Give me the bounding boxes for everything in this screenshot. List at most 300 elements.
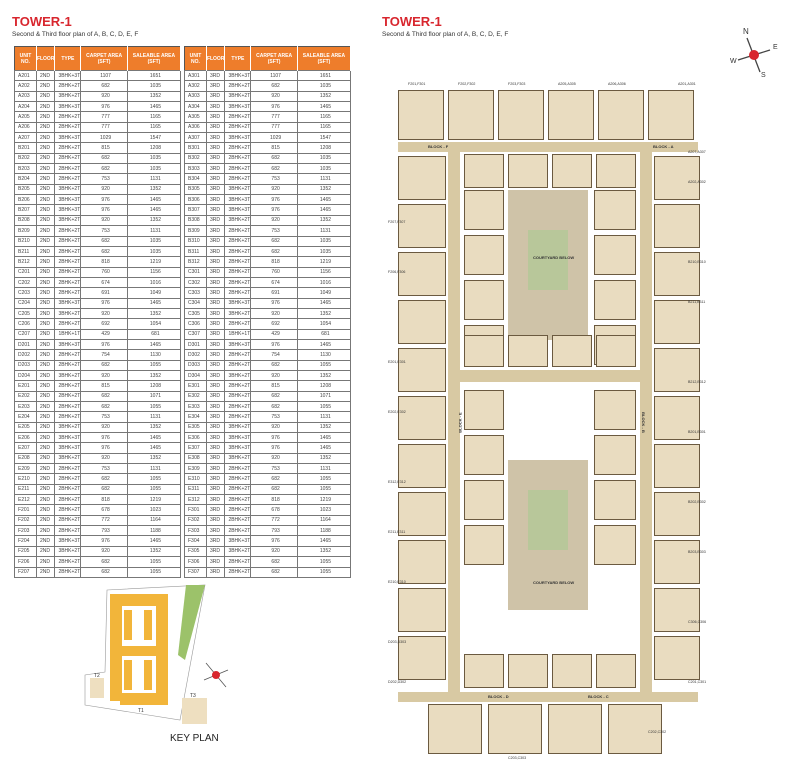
green-area xyxy=(178,585,205,660)
table-cell: F205 xyxy=(15,546,37,556)
table-cell: 2BHK+2T xyxy=(225,267,251,277)
table-row xyxy=(15,505,181,515)
table-cell: 3BHK+2T xyxy=(55,370,81,380)
table-cell: C205 xyxy=(15,308,37,318)
table-cell: E312 xyxy=(185,495,207,505)
table-cell: F306 xyxy=(185,557,207,567)
table-cell: A304 xyxy=(185,102,207,112)
table-cell: 1651 xyxy=(297,71,350,81)
table-cell: 2ND xyxy=(36,329,55,339)
table-cell: 3BHK+2T xyxy=(225,453,251,463)
table-cell: 2ND xyxy=(36,133,55,143)
table-cell: 1016 xyxy=(127,277,180,287)
table-row xyxy=(185,288,351,298)
table-row xyxy=(185,174,351,184)
table-cell: 1465 xyxy=(127,536,180,546)
table-cell: 3RD xyxy=(206,112,225,122)
table-cell: 3RD xyxy=(206,557,225,567)
table-cell: 3RD xyxy=(206,308,225,318)
table-cell: 1219 xyxy=(297,257,350,267)
table-cell: B310 xyxy=(185,236,207,246)
table-cell: 1029 xyxy=(251,133,298,143)
table-cell: 1547 xyxy=(297,133,350,143)
table-cell: 3BHK+2T xyxy=(225,91,251,101)
left-title: TOWER-1 xyxy=(12,14,72,29)
table-cell: 2BHK+2T xyxy=(225,350,251,360)
apartment-unit xyxy=(552,654,592,688)
table-cell: 3RD xyxy=(206,71,225,81)
table-row xyxy=(15,195,181,205)
apartment-unit xyxy=(654,636,700,680)
apartment-unit xyxy=(398,588,446,632)
table-row xyxy=(185,71,351,81)
table-cell: 976 xyxy=(251,443,298,453)
table-cell: 3RD xyxy=(206,402,225,412)
table-cell: F304 xyxy=(185,536,207,546)
table-cell: 1131 xyxy=(127,464,180,474)
table-cell: 2ND xyxy=(36,267,55,277)
table-cell: 3BHK+2T xyxy=(55,422,81,432)
table-cell: 1164 xyxy=(297,515,350,525)
table-row xyxy=(185,433,351,443)
table-cell: 2ND xyxy=(36,215,55,225)
table-cell: 2BHK+2T xyxy=(225,391,251,401)
table-cell: 2BHK+2T xyxy=(225,153,251,163)
table-cell: 2BHK+2T xyxy=(55,112,81,122)
table-cell: B303 xyxy=(185,164,207,174)
table-cell: 3BHK+2T xyxy=(225,184,251,194)
t3-label: T3 xyxy=(190,693,196,699)
table-cell: 678 xyxy=(251,505,298,515)
apartment-unit xyxy=(464,335,504,367)
table-cell: 1465 xyxy=(127,339,180,349)
table-row xyxy=(185,195,351,205)
table-cell: 976 xyxy=(251,102,298,112)
table-cell: 3RD xyxy=(206,505,225,515)
apartment-unit xyxy=(654,156,700,200)
table-cell: 2BHK+2T xyxy=(225,164,251,174)
table-cell: 2BHK+2T xyxy=(225,174,251,184)
table-cell: 2ND xyxy=(36,184,55,194)
table-cell: B212 xyxy=(15,257,37,267)
table-cell: 2BHK+2T xyxy=(225,515,251,525)
table-cell: E305 xyxy=(185,422,207,432)
table-cell: 976 xyxy=(81,536,128,546)
table-cell: E301 xyxy=(185,381,207,391)
table-cell: 1131 xyxy=(297,412,350,422)
table-cell: 2ND xyxy=(36,464,55,474)
apartment-unit xyxy=(594,480,636,520)
table-cell: 976 xyxy=(251,205,298,215)
apartment-unit xyxy=(398,396,446,440)
corridor-south xyxy=(398,692,698,702)
table-row xyxy=(185,350,351,360)
apartment-unit xyxy=(508,654,548,688)
table-cell: 815 xyxy=(81,381,128,391)
column-header: SALEABLE AREA (SFT) xyxy=(297,47,350,71)
table-cell: 3RD xyxy=(206,381,225,391)
table-cell: 682 xyxy=(251,402,298,412)
table-cell: E303 xyxy=(185,402,207,412)
table-cell: 3RD xyxy=(206,474,225,484)
table-cell: C206 xyxy=(15,319,37,329)
table-cell: 3RD xyxy=(206,319,225,329)
table-cell: 920 xyxy=(81,370,128,380)
table-cell: 1055 xyxy=(297,567,350,577)
table-cell: 682 xyxy=(81,557,128,567)
apartment-unit xyxy=(428,704,482,754)
table-cell: E307 xyxy=(185,443,207,453)
table-cell: 2BHK+2T xyxy=(55,143,81,153)
table-cell: 1131 xyxy=(127,174,180,184)
table-cell: 818 xyxy=(81,257,128,267)
table-cell: 682 xyxy=(251,236,298,246)
table-cell: 3BHK+3T xyxy=(55,205,81,215)
table-cell: 3RD xyxy=(206,443,225,453)
table-cell: 2ND xyxy=(36,484,55,494)
table-cell: 2ND xyxy=(36,288,55,298)
table-cell: 682 xyxy=(81,391,128,401)
table-cell: 3RD xyxy=(206,205,225,215)
table-cell: 2ND xyxy=(36,102,55,112)
table-cell: 3BHK+3T xyxy=(225,102,251,112)
table-cell: 793 xyxy=(81,526,128,536)
unit-label: C306,C306 xyxy=(688,620,707,624)
table-cell: 3BHK+3T xyxy=(55,339,81,349)
table-row xyxy=(15,381,181,391)
table-cell: E306 xyxy=(185,433,207,443)
table-cell: 1BHK+1T xyxy=(225,329,251,339)
table-cell: 2ND xyxy=(36,370,55,380)
table-row xyxy=(15,122,181,132)
compass-w: W xyxy=(730,58,737,65)
apartment-unit xyxy=(608,704,662,754)
table-cell: 2ND xyxy=(36,391,55,401)
table-cell: 1055 xyxy=(297,557,350,567)
unit-label: F207,F307 xyxy=(388,220,406,224)
table-cell: 777 xyxy=(81,122,128,132)
table-cell: A205 xyxy=(15,112,37,122)
table-cell: 2ND xyxy=(36,71,55,81)
apartment-unit xyxy=(464,435,504,475)
table-cell: 3BHK+2T xyxy=(55,91,81,101)
table-cell: 3BHK+2T xyxy=(225,370,251,380)
key-plan xyxy=(80,580,280,750)
table-cell: 1465 xyxy=(297,433,350,443)
table-cell: 1352 xyxy=(127,422,180,432)
table-cell: E210 xyxy=(15,474,37,484)
table-cell: 3RD xyxy=(206,391,225,401)
table-cell: 2BHK+2T xyxy=(55,277,81,287)
table-cell: D304 xyxy=(185,370,207,380)
apartment-unit xyxy=(552,335,592,367)
table-cell: 2BHK+2T xyxy=(55,246,81,256)
table-cell: 3RD xyxy=(206,288,225,298)
table-cell: 3RD xyxy=(206,350,225,360)
table-cell: 1071 xyxy=(127,391,180,401)
table-cell: 1352 xyxy=(127,546,180,556)
table-cell: 1035 xyxy=(127,246,180,256)
table-row xyxy=(185,453,351,463)
table-cell: 1352 xyxy=(127,308,180,318)
table-row xyxy=(15,81,181,91)
table-cell: 753 xyxy=(251,226,298,236)
table-cell: 772 xyxy=(81,515,128,525)
table-cell: C207 xyxy=(15,329,37,339)
table-cell: 1352 xyxy=(297,308,350,318)
table-cell: 976 xyxy=(81,102,128,112)
table-cell: 2ND xyxy=(36,174,55,184)
table-row xyxy=(15,402,181,412)
table-cell: 3RD xyxy=(206,329,225,339)
table-cell: 2BHK+2T xyxy=(55,288,81,298)
apartment-unit xyxy=(464,190,504,230)
table-cell: 681 xyxy=(297,329,350,339)
table-cell: A203 xyxy=(15,91,37,101)
table-cell: 1035 xyxy=(297,246,350,256)
table-row xyxy=(185,557,351,567)
table-cell: 1465 xyxy=(297,102,350,112)
table-cell: 3RD xyxy=(206,195,225,205)
table-row xyxy=(185,474,351,484)
unit-label: F202,F302 xyxy=(458,82,476,86)
table-cell: 2BHK+2T xyxy=(225,484,251,494)
table-row xyxy=(15,422,181,432)
courtyard-label: COURTYARD BELOW xyxy=(533,255,575,260)
table-row xyxy=(185,236,351,246)
table-cell: 2BHK+2T xyxy=(225,277,251,287)
table-row xyxy=(15,308,181,318)
apartment-unit xyxy=(654,444,700,488)
table-row xyxy=(185,536,351,546)
apartment-unit xyxy=(654,252,700,296)
table-row xyxy=(15,484,181,494)
unit-table-3rd-floor xyxy=(184,46,351,578)
table-cell: 976 xyxy=(251,536,298,546)
table-cell: 1054 xyxy=(127,319,180,329)
apartment-unit xyxy=(464,654,504,688)
table-row xyxy=(15,277,181,287)
column-header: FLOOR xyxy=(206,47,225,71)
table-row xyxy=(15,339,181,349)
table-cell: 1055 xyxy=(127,484,180,494)
apartment-unit xyxy=(398,204,446,248)
table-cell: 2ND xyxy=(36,422,55,432)
table-cell: 2BHK+2T xyxy=(55,412,81,422)
table-row xyxy=(185,184,351,194)
apartment-unit xyxy=(398,348,446,392)
table-cell: 2BHK+2T xyxy=(225,567,251,577)
table-cell: 682 xyxy=(81,360,128,370)
table-row xyxy=(15,557,181,567)
table-cell: 3BHK+2T xyxy=(225,546,251,556)
table-cell: 920 xyxy=(81,91,128,101)
table-cell: 1352 xyxy=(127,91,180,101)
table-row xyxy=(15,391,181,401)
table-cell: 2BHK+2T xyxy=(55,174,81,184)
table-row xyxy=(15,71,181,81)
unit-label: E312,E312 xyxy=(388,480,406,484)
table-cell: 3BHK+2T xyxy=(225,308,251,318)
table-cell: 2BHK+2T xyxy=(55,267,81,277)
table-cell: B203 xyxy=(15,164,37,174)
table-cell: 2ND xyxy=(36,350,55,360)
table-cell: A307 xyxy=(185,133,207,143)
table-cell: 1035 xyxy=(127,164,180,174)
table-cell: 2BHK+2T xyxy=(55,567,81,577)
table-row xyxy=(185,298,351,308)
table-cell: 1465 xyxy=(297,443,350,453)
table-cell: 3BHK+2T xyxy=(55,546,81,556)
table-cell: 1055 xyxy=(127,567,180,577)
table-row xyxy=(15,133,181,143)
table-row xyxy=(185,526,351,536)
table-cell: 2BHK+2T xyxy=(55,391,81,401)
unit-label: C202,C302 xyxy=(648,730,667,734)
table-cell: 2ND xyxy=(36,412,55,422)
table-cell: 3BHK+3T xyxy=(225,298,251,308)
table-cell: 920 xyxy=(81,422,128,432)
table-cell: 2ND xyxy=(36,112,55,122)
table-cell: D202 xyxy=(15,350,37,360)
table-cell: 920 xyxy=(251,453,298,463)
table-cell: 3RD xyxy=(206,143,225,153)
table-row xyxy=(185,567,351,577)
table-cell: 3BHK+3T xyxy=(55,102,81,112)
table-cell: 1165 xyxy=(127,112,180,122)
table-cell: 3RD xyxy=(206,536,225,546)
table-cell: A301 xyxy=(185,71,207,81)
apartment-unit xyxy=(594,525,636,565)
table-cell: 3RD xyxy=(206,91,225,101)
table-cell: B302 xyxy=(185,153,207,163)
table-cell: 3RD xyxy=(206,370,225,380)
table-cell: 682 xyxy=(251,153,298,163)
table-cell: 1352 xyxy=(127,215,180,225)
table-cell: B308 xyxy=(185,215,207,225)
table-row xyxy=(15,174,181,184)
table-row xyxy=(15,443,181,453)
table-cell: 753 xyxy=(81,464,128,474)
table-cell: B208 xyxy=(15,215,37,225)
table-row xyxy=(185,515,351,525)
unit-label: B212,B312 xyxy=(688,380,706,384)
apartment-unit xyxy=(594,190,636,230)
table-cell: 1049 xyxy=(297,288,350,298)
courtyard-label-south: COURTYARD BELOW xyxy=(533,580,575,585)
block-d-label: BLOCK - D xyxy=(488,694,509,699)
table-cell: 682 xyxy=(81,164,128,174)
apartment-unit xyxy=(464,390,504,430)
table-cell: B307 xyxy=(185,205,207,215)
table-cell: 1208 xyxy=(127,381,180,391)
table-cell: 760 xyxy=(251,267,298,277)
apartment-unit xyxy=(654,492,700,536)
table-row xyxy=(185,495,351,505)
table-cell: 2BHK+2T xyxy=(225,288,251,298)
table-cell: 920 xyxy=(251,546,298,556)
table-row xyxy=(185,102,351,112)
unit-label: A201,A301 xyxy=(678,82,696,86)
table-cell: 753 xyxy=(251,464,298,474)
table-cell: 3BHK+3T xyxy=(225,339,251,349)
apartment-unit xyxy=(508,154,548,188)
table-row xyxy=(15,370,181,380)
table-cell: E308 xyxy=(185,453,207,463)
tower-1-footprint xyxy=(110,594,168,705)
table-cell: 2ND xyxy=(36,143,55,153)
table-cell: 2BHK+2T xyxy=(225,112,251,122)
table-cell: 1055 xyxy=(127,474,180,484)
table-cell: 682 xyxy=(81,236,128,246)
table-cell: 2BHK+2T xyxy=(225,226,251,236)
table-cell: C201 xyxy=(15,267,37,277)
table-cell: 2BHK+2T xyxy=(225,495,251,505)
unit-label: A205,A305 xyxy=(558,82,576,86)
apartment-unit xyxy=(594,390,636,430)
table-cell: 682 xyxy=(81,567,128,577)
table-row xyxy=(185,391,351,401)
table-cell: 1352 xyxy=(127,453,180,463)
apartment-unit xyxy=(464,154,504,188)
table-cell: 815 xyxy=(251,381,298,391)
apartment-unit xyxy=(596,654,636,688)
table-cell: A306 xyxy=(185,122,207,132)
table-cell: 1029 xyxy=(81,133,128,143)
table-cell: 3RD xyxy=(206,515,225,525)
table-cell: 2ND xyxy=(36,402,55,412)
floor-plan xyxy=(388,80,708,762)
table-cell: 2BHK+2T xyxy=(55,226,81,236)
table-row xyxy=(185,339,351,349)
table-row xyxy=(185,215,351,225)
table-cell: 2BHK+2T xyxy=(55,236,81,246)
unit-label: C201,C301 xyxy=(688,680,707,684)
table-row xyxy=(185,546,351,556)
table-cell: 754 xyxy=(81,350,128,360)
table-cell: B210 xyxy=(15,236,37,246)
table-cell: 2ND xyxy=(36,236,55,246)
table-cell: F301 xyxy=(185,505,207,515)
table-cell: 2ND xyxy=(36,205,55,215)
apartment-unit xyxy=(448,90,494,140)
apartment-unit xyxy=(654,540,700,584)
apartment-unit xyxy=(648,90,694,140)
table-cell: 3BHK+3T xyxy=(55,133,81,143)
table-cell: 2ND xyxy=(36,319,55,329)
table-cell: 3RD xyxy=(206,81,225,91)
table-cell: C202 xyxy=(15,277,37,287)
table-row xyxy=(185,402,351,412)
table-cell: 2ND xyxy=(36,339,55,349)
table-cell: 2BHK+2T xyxy=(55,257,81,267)
table-cell: 920 xyxy=(81,308,128,318)
table-cell: 1156 xyxy=(127,267,180,277)
table-cell: B209 xyxy=(15,226,37,236)
table-cell: 2BHK+2T xyxy=(225,81,251,91)
compass-e: E xyxy=(773,44,778,51)
table-cell: D303 xyxy=(185,360,207,370)
table-cell: A204 xyxy=(15,102,37,112)
table-cell: 2BHK+2T xyxy=(225,474,251,484)
table-row xyxy=(15,102,181,112)
unit-label: B201,B301 xyxy=(688,430,706,434)
table-cell: 1165 xyxy=(127,122,180,132)
table-cell: 1055 xyxy=(297,360,350,370)
table-cell: 691 xyxy=(251,288,298,298)
table-cell: 3RD xyxy=(206,133,225,143)
table-row xyxy=(15,412,181,422)
